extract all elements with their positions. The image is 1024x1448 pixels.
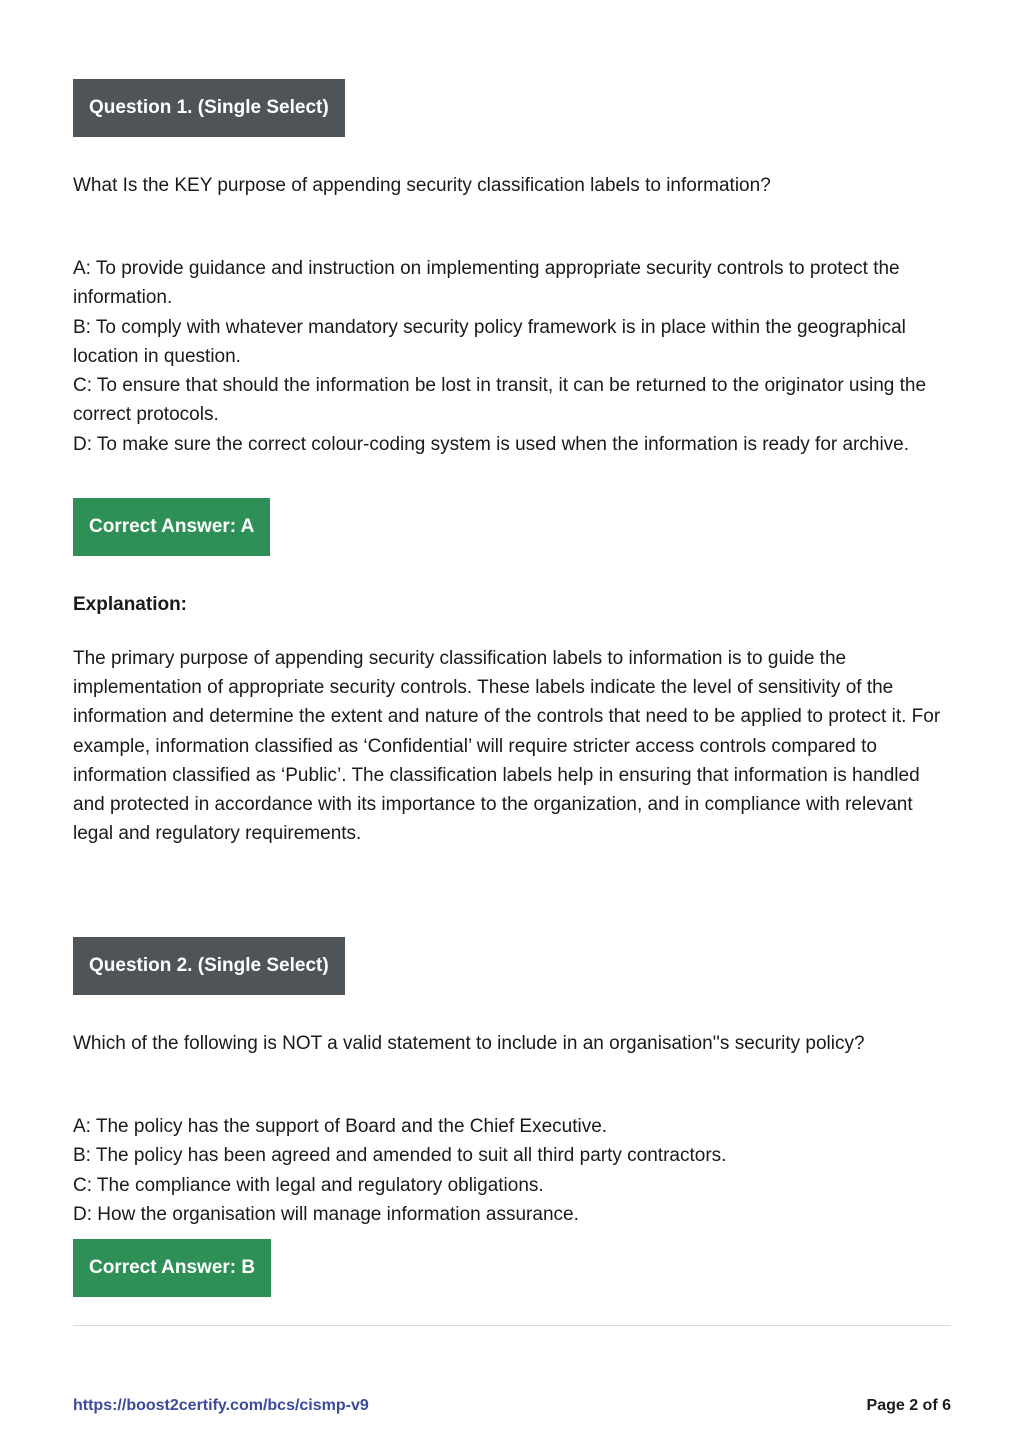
footer-divider [73,1325,951,1326]
question-2-options [73,1112,953,1229]
question-2-correct-answer: Correct Answer: B [73,1239,271,1297]
question-1-option-d[interactable]: D: To make sure the correct colour-coding system is used when the information is ready for archive. [73,433,910,455]
question-2-option-d[interactable]: D: How the organisation will manage information assurance. [73,1203,579,1225]
question-2-block [73,937,345,995]
question-1-options [73,254,953,459]
explanation-heading: Explanation: [73,594,188,615]
footer-url-link[interactable]: https://boost2certify.com/bcs/cismp-v9 [73,1397,369,1414]
question-2-answer-wrap [73,1239,271,1297]
question-2-option-a[interactable]: A: The policy has the support of Board and the Chief Executive. [73,1116,608,1137]
question-2-option-b[interactable]: B: The policy has been agreed and amended to suit all third party contractors. [73,1145,727,1167]
question-1-answer-wrap [73,498,270,556]
question-1-text: What Is the KEY purpose of appending security classification labels to information? [73,175,771,196]
question-1-option-a[interactable]: A: To provide guidance and instruction on implementing appropriate security controls to protect the information. [73,258,900,309]
question-1-option-b[interactable]: B: To comply with whatever mandatory security policy framework is in place within the geographical location in question. [73,316,906,367]
page-number: Page 2 of 6 [866,1397,951,1414]
question-1-correct-answer: Correct Answer: A [73,498,270,556]
question-2-text: Which of the following is NOT a valid statement to include in an organisation''s security policy? [73,1033,865,1054]
question-2-header: Question 2. (Single Select) [73,937,345,995]
explanation-body: The primary purpose of appending security classification labels to information is to guide the implementation of appropriate security controls. These labels indicate the level of sensitivity of the information and determine the extent and nature of the controls that need to be applied to protect it. For example, information classified as ‘Confidential’ will require stricter access controls compared to information classified as ‘Public’. The classification labels help in ensuring that information is handled and protected in accordance with its importance to the organization, and in compliance with relevant legal and regulatory requirements. [73,648,941,845]
question-1-block [73,79,345,137]
question-1-option-c[interactable]: C: To ensure that should the information be lost in transit, it can be returned to the originator using the correct protocols. [73,375,927,426]
question-2-option-c[interactable]: C: The compliance with legal and regulatory obligations. [73,1174,544,1196]
question-1-header: Question 1. (Single Select) [73,79,345,137]
